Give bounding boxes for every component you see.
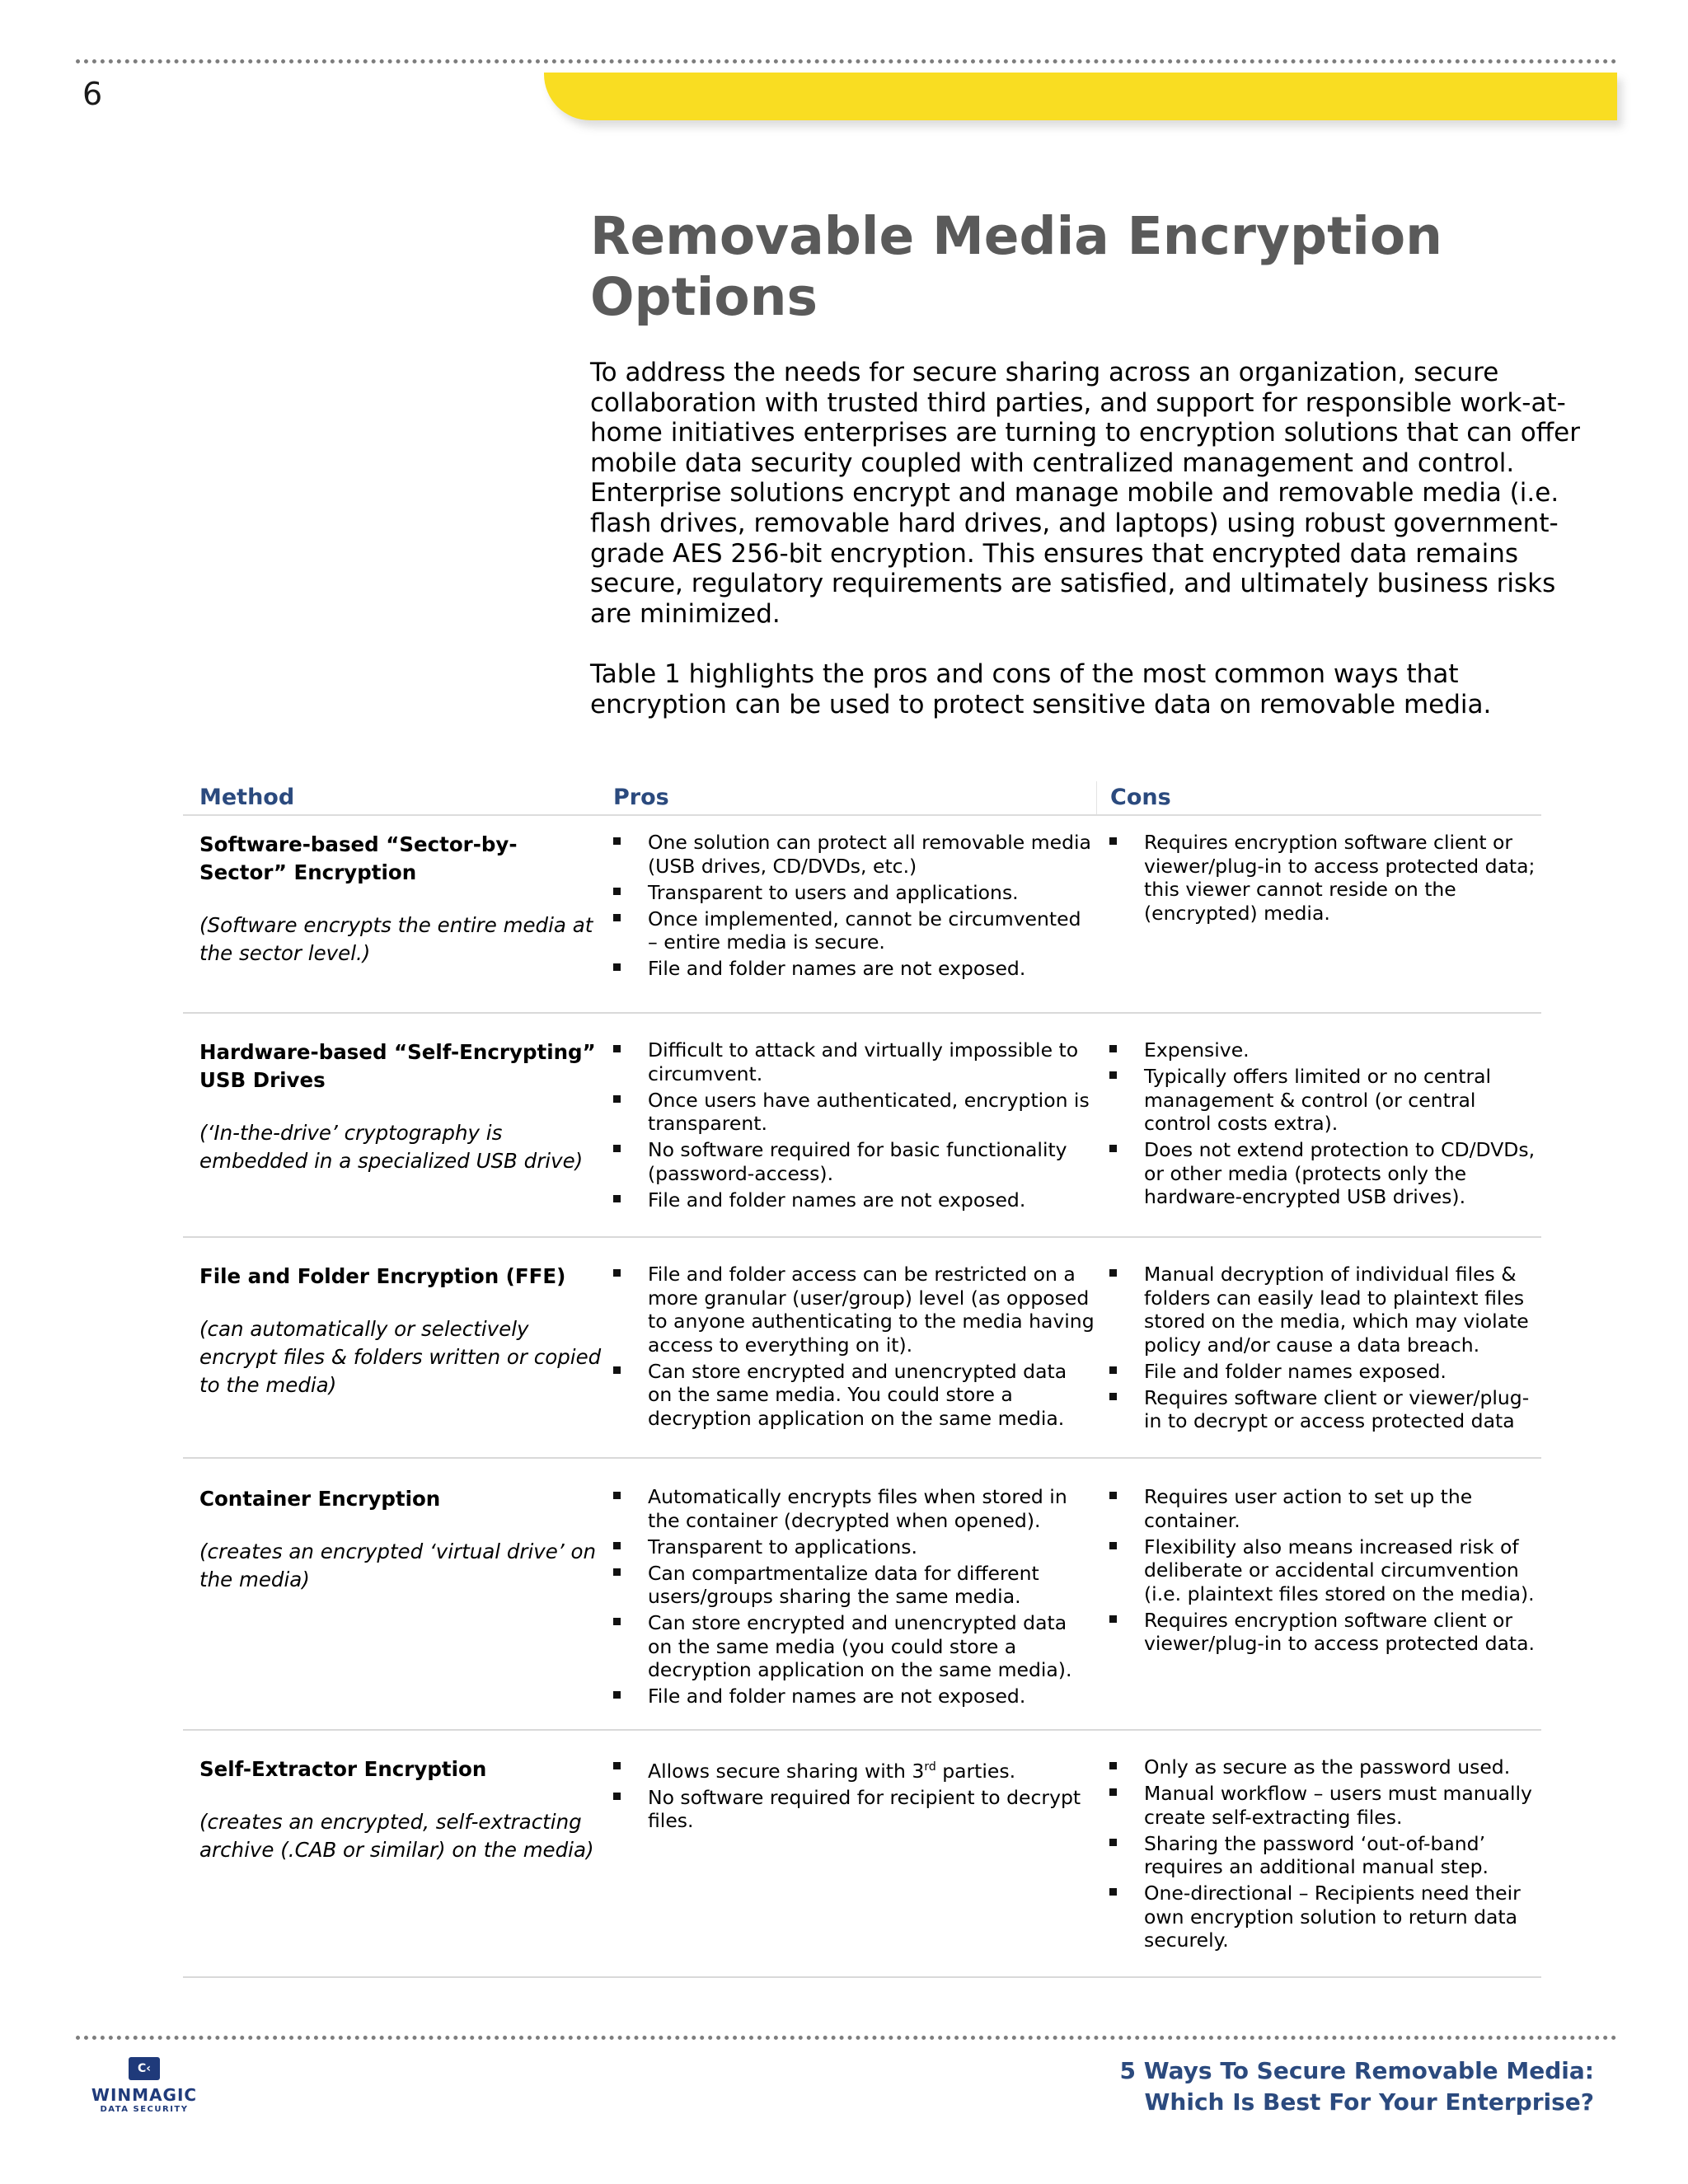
winmagic-logo xyxy=(82,2057,206,2131)
table-row xyxy=(183,1238,1541,1459)
method-cell xyxy=(183,831,603,1012)
pros-item: Difficult to attack and virtually impossible to circumvent. xyxy=(613,1038,1096,1085)
cons-item: One-directional – Recipients need their own encryption solution to return data securely. xyxy=(1109,1882,1541,1952)
table-header-row xyxy=(183,781,1541,816)
pros-item: Can compartmentalize data for different users/groups sharing the same media. xyxy=(613,1562,1096,1609)
pros-item-prefix: Allows secure sharing with 3 xyxy=(648,1759,925,1783)
cons-item: Only as secure as the password used. xyxy=(1109,1755,1541,1779)
cons-item: Manual workflow – users must manually create self-extracting files. xyxy=(1109,1782,1541,1829)
method-cell xyxy=(183,1755,603,1976)
cons-item: Requires user action to set up the container. xyxy=(1109,1485,1541,1532)
method-cell xyxy=(183,1263,603,1457)
method-description: (creates an encrypted ‘virtual drive’ on the media) xyxy=(199,1540,596,1591)
pros-cell xyxy=(603,1755,1096,1976)
encryption-options-table xyxy=(183,781,1541,1978)
pros-cell xyxy=(603,1485,1096,1729)
logo-name: WINMAGIC xyxy=(91,2085,198,2105)
pros-item-superscript: rd xyxy=(924,1760,936,1774)
header-method: Method xyxy=(199,785,295,810)
cons-item: Typically offers limited or no central management & control (or central control costs extra). xyxy=(1109,1065,1541,1136)
pros-item: File and folder names are not exposed. xyxy=(613,957,1096,981)
cons-cell xyxy=(1096,1038,1541,1236)
table-row xyxy=(183,1731,1541,1978)
pros-item: No software required for recipient to decrypt files. xyxy=(613,1786,1096,1833)
page-title: Removable Media Encryption Options xyxy=(590,206,1442,327)
pros-item: Automatically encrypts files when stored in the container (decrypted when opened). xyxy=(613,1485,1096,1532)
method-cell xyxy=(183,1485,603,1729)
table-intro-paragraph: Table 1 highlights the pros and cons of the most common ways that encryption can be used to protect sensitive data on removable media. xyxy=(590,659,1492,719)
table-row xyxy=(183,1459,1541,1731)
footer-document-title xyxy=(1120,2055,1595,2118)
header-cons: Cons xyxy=(1096,781,1541,814)
intro-paragraph: To address the needs for secure sharing across an organization, secure collaboration with trusted third parties, and support for responsible work-at-home initiatives enterprises are turning to encryption solutions that can offer mobile data security coupled with centralized management and control. Enterprise solutions encrypt and manage mobile and removable media (i.e. flash drives, removable hard drives, and laptops) using robust government-grade AES 256-bit encryption. This ensures that encrypted data remains secure, regulatory requirements are satisfied, and ultimately business risks are minimized. xyxy=(590,358,1580,629)
pros-item: Once users have authenticated, encryption is transparent. xyxy=(613,1089,1096,1136)
pros-item: Can store encrypted and unencrypted data on the same media (you could store a decryption application on the same media). xyxy=(613,1611,1096,1682)
method-name: Container Encryption xyxy=(199,1487,441,1511)
pros-cell xyxy=(603,1038,1096,1236)
pros-cell xyxy=(603,831,1096,1012)
page-number: 6 xyxy=(82,76,103,112)
cons-item: Requires encryption software client or viewer/plug-in to access protected data; this viewer cannot reside on the (encrypted) media. xyxy=(1109,831,1541,925)
pros-item-suffix: parties. xyxy=(935,1759,1016,1783)
cons-item: Expensive. xyxy=(1109,1038,1541,1062)
pros-cell xyxy=(603,1263,1096,1457)
method-name: File and Folder Encryption (FFE) xyxy=(199,1264,566,1288)
table-row xyxy=(183,816,1541,1014)
cons-cell xyxy=(1096,1755,1541,1976)
method-description: (Software encrypts the entire media at the sector level.) xyxy=(199,913,593,965)
method-description: (can automatically or selectively encrypt files & folders written or copied to the media) xyxy=(199,1317,602,1397)
table-row xyxy=(183,1014,1541,1238)
cons-cell xyxy=(1096,1485,1541,1729)
method-name: Software-based “Sector-by-Sector” Encryption xyxy=(199,832,518,884)
bottom-dotted-rule xyxy=(76,2036,1617,2040)
pros-item xyxy=(613,1755,1096,1783)
cons-item: Requires software client or viewer/plug-in to decrypt or access protected data xyxy=(1109,1386,1541,1433)
method-cell xyxy=(183,1038,603,1236)
method-name: Hardware-based “Self-Encrypting” USB Drives xyxy=(199,1040,596,1092)
cons-item: Requires encryption software client or viewer/plug-in to access protected data. xyxy=(1109,1609,1541,1656)
pros-item: Transparent to applications. xyxy=(613,1535,1096,1559)
cons-item: Flexibility also means increased risk of deliberate or accidental circumvention (i.e. plaintext files stored on the media). xyxy=(1109,1535,1541,1606)
header-pros: Pros xyxy=(613,785,669,810)
footer-title-line-1: 5 Ways To Secure Removable Media: xyxy=(1119,2057,1594,2084)
header-accent-band xyxy=(544,73,1617,120)
winmagic-logo-icon: C‹ xyxy=(129,2057,160,2080)
cons-cell xyxy=(1096,1263,1541,1457)
pros-item: Transparent to users and applications. xyxy=(613,881,1096,905)
pros-item: One solution can protect all removable media (USB drives, CD/DVDs, etc.) xyxy=(613,831,1096,878)
cons-item: Does not extend protection to CD/DVDs, or other media (protects only the hardware-encrypted USB drives). xyxy=(1109,1138,1541,1209)
pros-item: No software required for basic functionality (password-access). xyxy=(613,1138,1096,1185)
method-name: Self-Extractor Encryption xyxy=(199,1757,487,1781)
top-dotted-rule xyxy=(76,59,1617,63)
cons-cell xyxy=(1096,831,1541,1012)
pros-item: File and folder names are not exposed. xyxy=(613,1188,1096,1212)
method-description: (creates an encrypted, self-extracting archive (.CAB or similar) on the media) xyxy=(199,1810,594,1862)
cons-item: Sharing the password ‘out-of-band’ requires an additional manual step. xyxy=(1109,1832,1541,1879)
cons-item: Manual decryption of individual files & folders can easily lead to plaintext files stored on the media, which may violate policy and/or cause a data breach. xyxy=(1109,1263,1541,1357)
method-description: (‘In-the-drive’ cryptography is embedded in a specialized USB drive) xyxy=(199,1121,584,1173)
pros-item: File and folder access can be restricted on a more granular (user/group) level (as opposed to anyone authenticating to the media having access to everything on it). xyxy=(613,1263,1096,1357)
footer-title-line-2: Which Is Best For Your Enterprise? xyxy=(1144,2088,1594,2116)
pros-item: Can store encrypted and unencrypted data on the same media. You could store a decryption application on the same media. xyxy=(613,1360,1096,1431)
pros-item: File and folder names are not exposed. xyxy=(613,1685,1096,1708)
cons-item: File and folder names exposed. xyxy=(1109,1360,1541,1384)
pros-item: Once implemented, cannot be circumvented – entire media is secure. xyxy=(613,907,1096,954)
logo-subtitle: DATA SECURITY xyxy=(100,2105,189,2114)
